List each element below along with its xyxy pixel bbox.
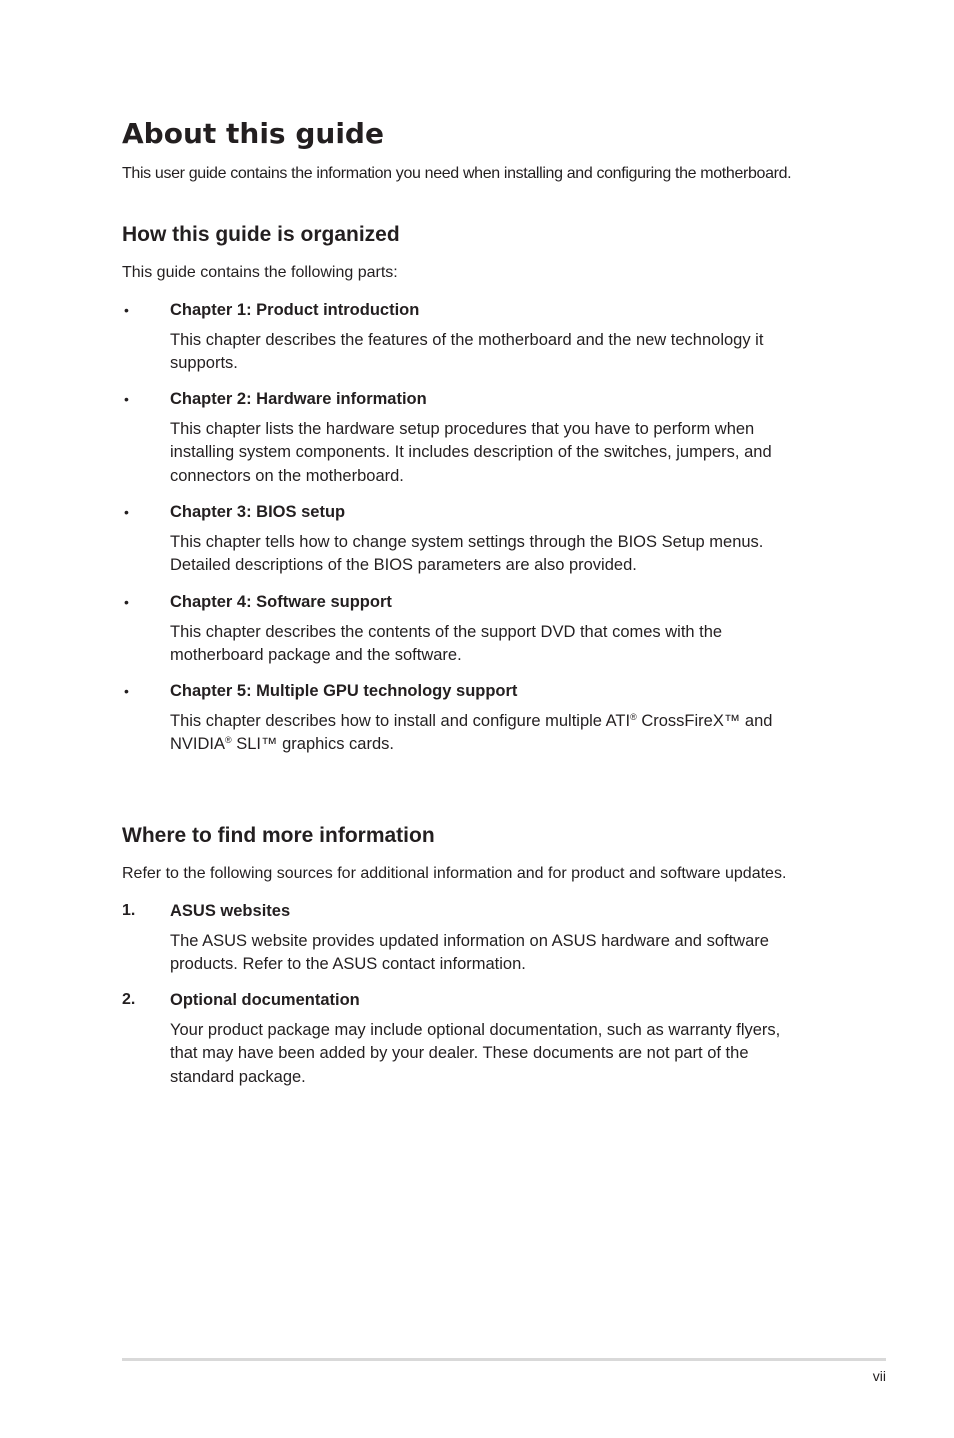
bullet-marker: • <box>124 391 129 407</box>
description-line: Your product package may include optional documentation, such as warranty flyers, <box>170 1021 781 1039</box>
chapter-title: Chapter 1: Product introduction <box>170 301 420 319</box>
chapter-title: Chapter 5: Multiple GPU technology support <box>170 682 518 700</box>
info-item-description <box>170 1019 820 1089</box>
chapter-title: Chapter 2: Hardware information <box>170 390 427 408</box>
page-number: vii <box>872 1368 886 1384</box>
description-line: Detailed descriptions of the BIOS parameters are also provided. <box>170 556 637 575</box>
section-intro-more-info: Refer to the following sources for additional information and for product and software updates. <box>122 865 787 882</box>
page-title: About this guide <box>122 117 384 150</box>
registered-mark: ® <box>630 712 637 722</box>
description-line: installing system components. It includes description of the switches, jumpers, and <box>170 443 772 462</box>
description-text: SLI™ graphics cards. <box>231 735 394 754</box>
description-line: connectors on the motherboard. <box>170 466 404 485</box>
chapter-title: Chapter 3: BIOS setup <box>170 503 346 521</box>
description-line: This chapter lists the hardware setup procedures that you have to perform when <box>170 420 755 438</box>
chapter-description <box>170 621 820 668</box>
chapter-description <box>170 329 820 376</box>
bullet-marker: • <box>124 504 129 520</box>
number-marker: 1. <box>122 902 136 919</box>
description-line: This chapter describes the features of the motherboard and the new technology it <box>170 331 764 349</box>
description-line <box>170 710 820 733</box>
chapter-title: Chapter 4: Software support <box>170 593 392 611</box>
info-item-description <box>170 930 820 977</box>
intro-paragraph: This user guide contains the information you need when installing and configuring the motherboard. <box>122 165 792 182</box>
info-item-title: Optional documentation <box>170 991 360 1009</box>
description-text: This chapter describes how to install and configure multiple ATI <box>170 712 631 730</box>
footer-divider <box>122 1358 886 1361</box>
info-item-title: ASUS websites <box>170 902 291 920</box>
chapter-description <box>170 418 820 488</box>
description-line: The ASUS website provides updated information on ASUS hardware and software <box>170 932 769 950</box>
description-line: products. Refer to the ASUS contact information. <box>170 955 526 974</box>
bullet-marker: • <box>124 302 129 318</box>
registered-mark: ® <box>225 735 232 746</box>
description-line: motherboard package and the software. <box>170 646 462 665</box>
bullet-marker: • <box>124 594 129 610</box>
section-heading-organized: How this guide is organized <box>122 223 400 246</box>
bullet-marker: • <box>124 683 129 699</box>
section-intro-organized: This guide contains the following parts: <box>122 264 398 281</box>
chapter-description <box>170 531 820 578</box>
chapter-description <box>170 710 820 757</box>
number-marker: 2. <box>122 991 136 1008</box>
description-line: This chapter describes the contents of the support DVD that comes with the <box>170 623 723 641</box>
section-heading-more-info: Where to find more information <box>122 824 435 847</box>
description-line: supports. <box>170 354 238 373</box>
description-line <box>170 733 820 756</box>
description-text: NVIDIA <box>170 735 226 754</box>
description-line: This chapter tells how to change system settings through the BIOS Setup menus. <box>170 533 764 551</box>
description-line: standard package. <box>170 1067 306 1086</box>
description-text: CrossFireX™ and <box>636 712 773 730</box>
description-line: that may have been added by your dealer. These documents are not part of the <box>170 1044 749 1063</box>
